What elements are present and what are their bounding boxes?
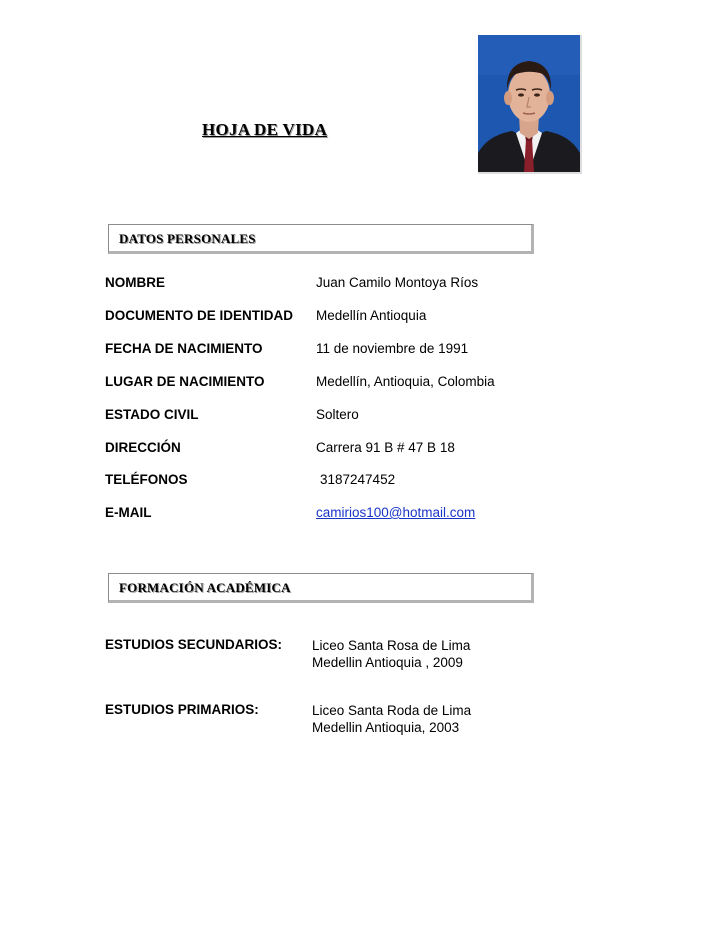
profile-photo: [478, 35, 582, 174]
field-label: LUGAR DE NACIMIENTO: [105, 374, 265, 389]
field-label: TELÉFONOS: [105, 472, 188, 487]
field-value: [316, 505, 475, 520]
field-value: Soltero: [316, 407, 359, 422]
field-label: DOCUMENTO DE IDENTIDAD: [105, 308, 294, 323]
education-place-year: Medellin Antioquia, 2003: [312, 720, 460, 735]
education-institution: Liceo Santa Rosa de Lima: [312, 638, 471, 653]
education-place-year: Medellin Antioquia , 2009: [312, 655, 463, 670]
field-label: FECHA DE NACIMIENTO: [105, 341, 263, 356]
field-label: ESTADO CIVIL: [105, 407, 199, 422]
field-value: Juan Camilo Montoya Ríos: [316, 275, 479, 290]
page-title: HOJA DE VIDA: [202, 120, 328, 139]
section-title: FORMACIÓN ACADÉMICA: [119, 580, 291, 595]
field-value: Carrera 91 B # 47 B 18: [316, 440, 455, 455]
field-value: 3187247452: [320, 472, 396, 487]
email-link[interactable]: camirios100@hotmail.com: [316, 505, 476, 520]
field-label: DIRECCIÓN: [105, 440, 181, 455]
field-value: Medellín, Antioquia, Colombia: [316, 374, 495, 389]
education-institution: Liceo Santa Roda de Lima: [312, 703, 472, 718]
person-photo-icon: [478, 35, 580, 172]
field-value: Medellín Antioquia: [316, 308, 427, 323]
education-label: ESTUDIOS SECUNDARIOS:: [105, 637, 283, 652]
section-header-formacion-academica: [108, 573, 534, 603]
section-title: DATOS PERSONALES: [119, 231, 256, 246]
field-label: NOMBRE: [105, 275, 165, 290]
section-header-datos-personales: [108, 224, 534, 254]
field-value: 11 de noviembre de 1991: [316, 341, 469, 356]
education-value: [312, 637, 470, 671]
field-label: E-MAIL: [105, 505, 152, 520]
education-value: [312, 702, 471, 736]
education-label: ESTUDIOS PRIMARIOS:: [105, 702, 259, 717]
